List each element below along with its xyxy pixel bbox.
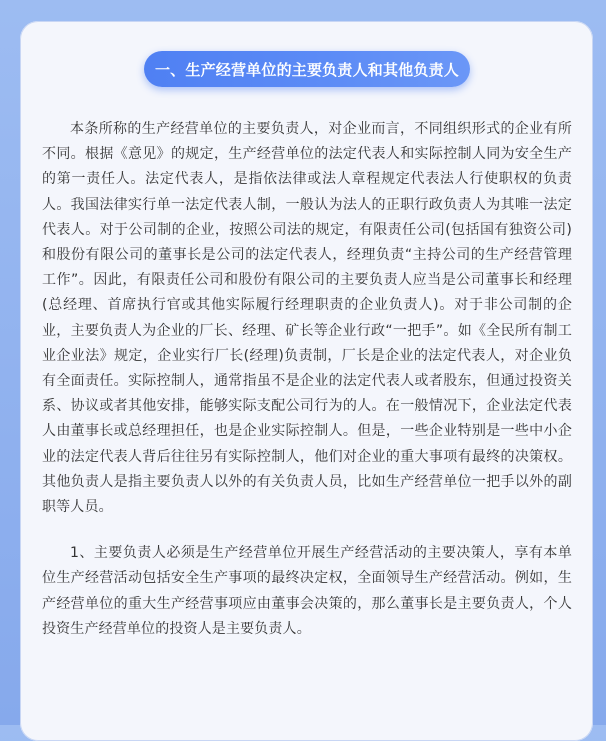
section-heading-pill	[144, 51, 470, 87]
article-body	[42, 117, 572, 642]
paragraph-point-one: 1、主要负责人必须是生产经营单位开展生产经营活动的主要决策人，享有本单位生产经营活动包括安全生产事项的最终决定权，全面领导生产经营活动。例如，生产经营单位的重大生产经营事项应由董事会决策的，那么董事长是主要负责人，个人投资生产经营单位的投资人是主要负责人。	[42, 545, 572, 637]
section-heading-title: 一、生产经营单位的主要负责人和其他负责人	[154, 60, 459, 79]
article-card	[20, 21, 593, 741]
paragraph-definition: 本条所称的生产经营单位的主要负责人，对企业而言，不同组织形式的企业有所不同。根据《意见》的规定，生产经营单位的法定代表人和实际控制人同为安全生产的第一责任人。法定代表人，是指依法律或法人章程规定代表法人行使职权的负责人。我国法律实行单一法定代表人制，一般认为法人的正职行政负责人为其唯一法定代表人。对于公司制的企业，按照公司法的规定，有限责任公司(包括国有独资公司)和股份有限公司的董事长是公司的法定代表人，经理负责“主持公司的生产经营管理工作”。因此，有限责任公司和股份有限公司的主要负责人应当是公司董事长和经理(总经理、首席执行官或其他实际履行经理职责的企业负责人)。对于非公司制的企业，主要负责人为企业的厂长、经理、矿长等企业行政“一把手”。如《全民所有制工业企业法》规定，企业实行厂长(经理)负责制，厂长是企业的法定代表人，对企业负有全面责任。实际控制人，通常指虽不是企业的法定代表人或者股东，但通过投资关系、协议或者其他安排，能够实际支配公司行为的人。在一般情况下，企业法定代表人由董事长或总经理担任，也是企业实际控制人。但是，一些企业特别是一些中小企业的法定代表人背后往往另有实际控制人，他们对企业的重大事项有最终的决策权。其他负责人是指主要负责人以外的有关负责人员，比如生产经营单位一把手以外的副职等人员。	[42, 121, 572, 516]
